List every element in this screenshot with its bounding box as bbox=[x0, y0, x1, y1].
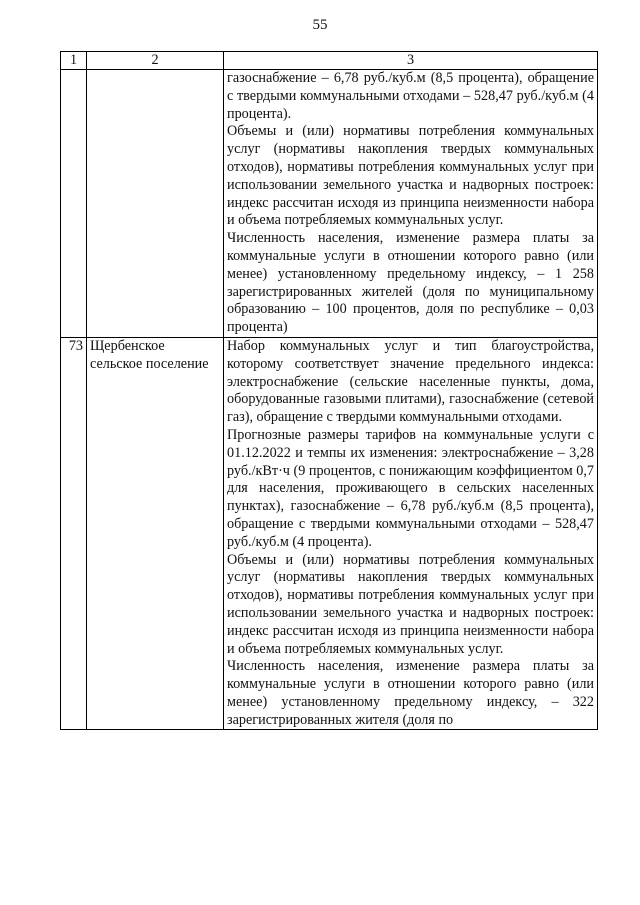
paragraph: Набор коммунальных услуг и тип благоустройства, которому соответствует значение предельного индекса: электроснабжение (сельские населенные пункты, дома, оборудованные газовыми плитами), газоснабжение (сетевой газ), обращение с твердыми коммунальными отходами. bbox=[227, 337, 594, 426]
column-header-2: 2 bbox=[87, 52, 224, 70]
paragraph: газоснабжение – 6,78 руб./куб.м (8,5 процента), обращение с твердыми коммунальными отходами – 528,47 руб./куб.м (4 процента). bbox=[227, 70, 594, 122]
paragraph: Объемы и (или) нормативы потребления коммунальных услуг (нормативы накопления твердых коммунальных отходов), нормативы потребления коммунальных услуг при использовании земельного участка и надворных построек: индекс рассчитан исходя из принципа неизменности набора и объема потребляемых коммунальных услуг. bbox=[227, 551, 594, 657]
paragraph: Объемы и (или) нормативы потребления коммунальных услуг (нормативы накопления твердых коммунальных отходов), нормативы потребления коммунальных услуг при использовании земельного участка и надворных построек: индекс рассчитан исходя из принципа неизменности набора и объема потребляемых коммунальных услуг. bbox=[227, 123, 594, 229]
paragraph: Численность населения, изменение размера платы за коммунальные услуги в отношении которого равно (или менее) установленному предельному индексу, – 1 258 зарегистрированных жителей (доля по муниципальному образованию – 100 процентов, доля по республике – 0,03 процента) bbox=[227, 230, 594, 336]
row-number: 73 bbox=[61, 337, 87, 730]
table-row bbox=[61, 337, 598, 730]
municipality-name: Щербенское сельское поселение bbox=[87, 337, 224, 730]
paragraph: Численность населения, изменение размера платы за коммунальные услуги в отношении которого равно (или менее) установленному предельному индексу, – 322 зарегистрированных жителя (доля по bbox=[227, 658, 594, 728]
description-cell bbox=[224, 70, 598, 338]
page-number: 55 bbox=[312, 17, 328, 33]
column-header-3: 3 bbox=[224, 52, 598, 70]
row-number bbox=[61, 70, 87, 338]
table-header-row bbox=[61, 52, 598, 70]
document-table bbox=[60, 51, 598, 730]
paragraph: Прогнозные размеры тарифов на коммунальные услуги с 01.12.2022 и темпы их изменения: электроснабжение – 3,28 руб./кВт·ч (9 процентов, с понижающим коэффициентом 0,7 для населения, проживающего в сельских населенных пунктах), газоснабжение – 6,78 руб./куб.м (8,5 процента), обращение с твердыми коммунальными отходами – 528,47 руб./куб.м (4 процента). bbox=[227, 426, 594, 550]
table-row bbox=[61, 70, 598, 338]
description-cell bbox=[224, 337, 598, 730]
column-header-1: 1 bbox=[61, 52, 87, 70]
municipality-name bbox=[87, 70, 224, 338]
